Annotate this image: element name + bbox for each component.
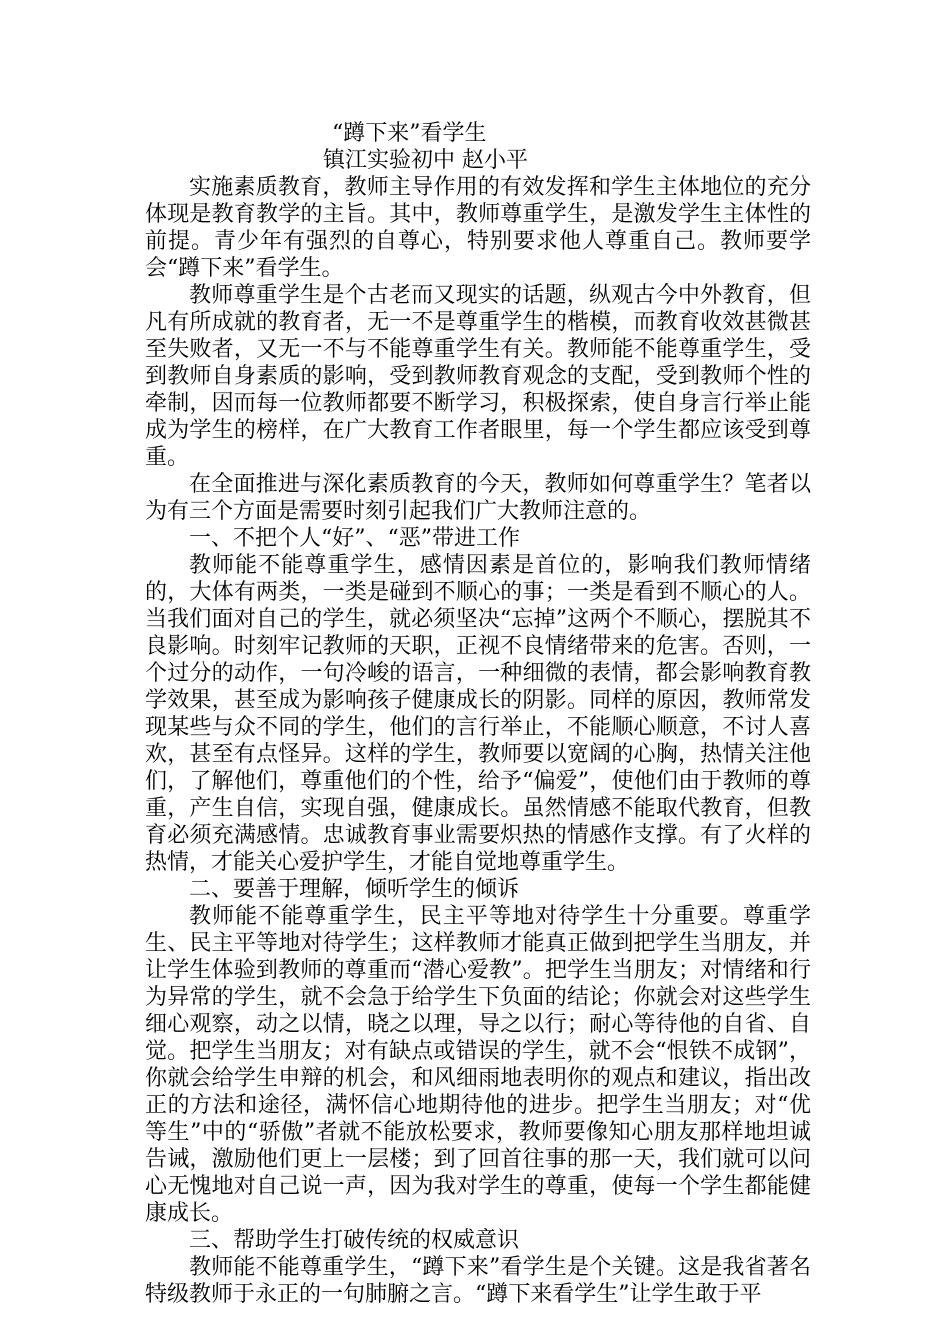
section-1-paragraph: 教师能不能尊重学生，感情因素是首位的，影响我们教师情绪的，大体有两类，一类是碰到不顺心的事；一类是看到不顺心的人。当我们面对自己的学生，就必须坚决“忘掉”这两个不顺心，摆脱其不良影响。时刻牢记教师的天职，正视不良情绪带来的危害。否则，一个过分的动作，一句冷峻的语言，一种细微的表情，都会影响教育教学效果，甚至成为影响孩子健康成长的阴影。同样的原因，教师常发现某些与众不同的学生，他们的言行举止，不能顺心顺意，不讨人喜欢，甚至有点怪异。这样的学生，教师要以宽阔的心胸，热情关注他们，了解他们，尊重他们的个性，给予“偏爱”，使他们由于教师的尊重，产生自信，实现自强，健康成长。虽然情感不能取代教育，但教育必须充满感情。忠诚教育事业需要炽热的情感作支撑。有了火样的热情，才能关心爱护学生，才能自觉地尊重学生。 [145,553,811,875]
body-paragraph: 教师尊重学生是个古老而又现实的话题，纵观古今中外教育，但凡有所成就的教育者，无一不是尊重学生的楷模，而教育收效甚微甚至失败者，又无一不与不能尊重学生有关。教师能不能尊重学生，受到教师自身素质的影响，受到教师教育观念的支配，受到教师个性的牵制，因而每一位教师都要不断学习，积极探索，使自身言行举止能成为学生的榜样，在广大教育工作者眼里，每一个学生都应该受到尊重。 [145,283,811,470]
intro-paragraph: 实施素质教育，教师主导作用的有效发挥和学生主体地位的充分体现是教育教学的主旨。其中，教师尊重学生，是激发学生主体性的前提。青少年有强烈的自尊心，特别要求他人尊重自己。教师要学会“蹲下来”看学生。 [145,175,811,281]
section-heading-1: 一、不把个人“好”、“恶”带进工作 [189,526,520,551]
document-body [145,120,811,1308]
section-heading-3: 三、帮助学生打破传统的权威意识 [189,1228,520,1253]
section-3-paragraph: 教师能不能尊重学生，“蹲下来”看学生是个关键。这是我省著名特级教师于永正的一句肺腑之言。“蹲下来看学生”让学生敢于平 [145,1255,811,1307]
document-title: “蹲下来”看学生 [332,121,487,146]
section-2-paragraph: 教师能不能尊重学生，民主平等地对待学生十分重要。尊重学生、民主平等地对待学生；这样教师才能真正做到把学生当朋友，并让学生体验到教师的尊重而“潜心爱教”。把学生当朋友；对情绪和行为异常的学生，就不会急于给学生下负面的结论；你就会对这些学生细心观察，动之以情，晓之以理，导之以行；耐心等待他的自省、自觉。把学生当朋友；对有缺点或错误的学生，就不会“恨铁不成钢”，你就会给学生申辩的机会，和风细雨地表明你的观点和建议，指出改正的方法和途径，满怀信心地期待他的进步。把学生当朋友；对“优等生”中的“骄傲”者就不能放松要求，教师要像知心朋友那样地坦诚告诫，激励他们更上一层楼；到了回首往事的那一天，我们就可以问心无愧地对自己说一声，因为我对学生的尊重，使每一个学生都能健康成长。 [145,904,811,1226]
body-paragraph: 在全面推进与深化素质教育的今天，教师如何尊重学生？笔者以为有三个方面是需要时刻引起我们广大教师注意的。 [145,472,811,524]
section-heading-2: 二、要善于理解，倾听学生的倾诉 [189,877,520,902]
author-byline: 镇江实验初中 赵小平 [323,148,528,173]
